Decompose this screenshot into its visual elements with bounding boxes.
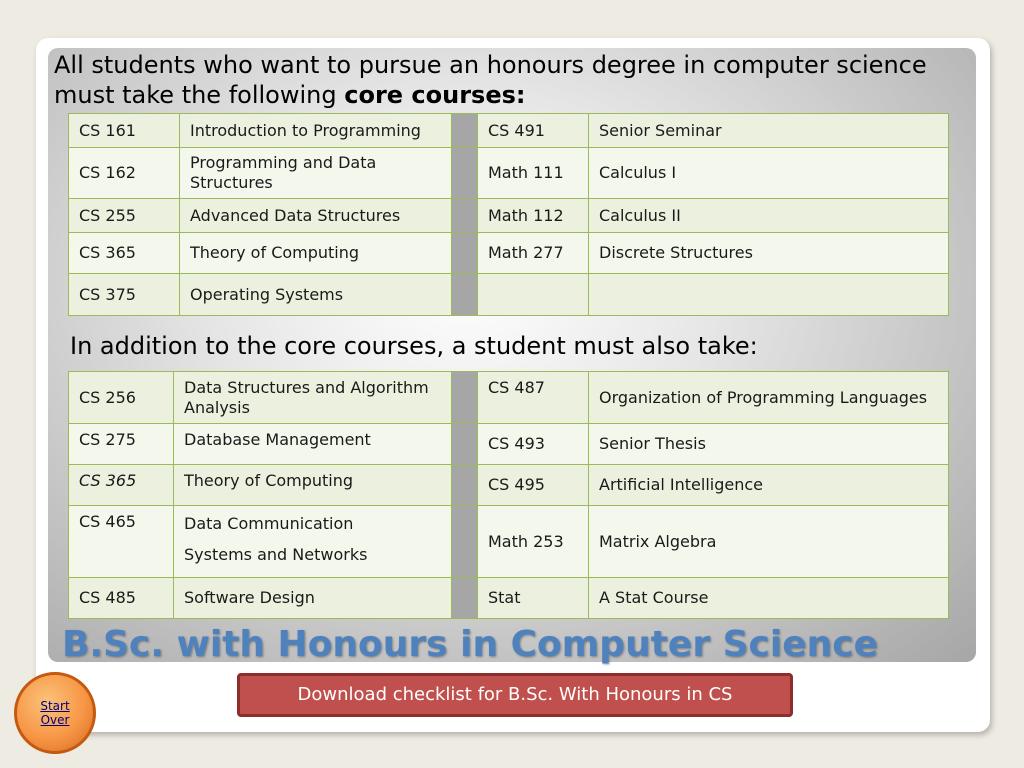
course-name: Calculus I (589, 148, 949, 199)
table-row (69, 372, 949, 424)
course-code: CS 495 (478, 465, 589, 506)
start-over-label[interactable]: Over (40, 713, 70, 727)
column-gap (452, 506, 478, 578)
course-name: Discrete Structures (589, 233, 949, 274)
course-code: CS 256 (69, 372, 174, 424)
column-gap (452, 114, 478, 148)
column-gap (452, 274, 478, 316)
table-row (69, 199, 949, 233)
start-over-label[interactable]: Start (40, 699, 70, 713)
table-row (69, 114, 949, 148)
course-code: Stat (478, 578, 589, 619)
course-code: CS 493 (478, 424, 589, 465)
table-row (69, 506, 949, 578)
additional-courses-table (68, 371, 949, 619)
course-code: CS 491 (478, 114, 589, 148)
course-name (589, 274, 949, 316)
core-courses-table (68, 113, 949, 316)
column-gap (452, 199, 478, 233)
course-name: A Stat Course (589, 578, 949, 619)
column-gap (452, 465, 478, 506)
download-checklist-button[interactable]: Download checklist for B.Sc. With Honours in CS (237, 673, 793, 717)
course-name: Introduction to Programming (180, 114, 452, 148)
course-code: Math 277 (478, 233, 589, 274)
course-name: Organization of Programming Languages (589, 372, 949, 424)
course-name: Artificial Intelligence (589, 465, 949, 506)
slide-title: B.Sc. with Honours in Computer Science (62, 624, 879, 665)
course-name: Operating Systems (180, 274, 452, 316)
course-code: CS 365 (69, 233, 180, 274)
course-code: CS 485 (69, 578, 174, 619)
course-name: Calculus II (589, 199, 949, 233)
column-gap (452, 578, 478, 619)
course-code: CS 255 (69, 199, 180, 233)
course-name: Theory of Computing (174, 465, 452, 506)
intro-text: All students who want to pursue an honours degree in computer science must take the following core courses: (54, 51, 927, 109)
course-code: CS 161 (69, 114, 180, 148)
course-name (174, 506, 452, 578)
additional-heading: In addition to the core courses, a student must also take: (70, 332, 758, 360)
table-row (69, 578, 949, 619)
course-code: CS 365 (69, 465, 174, 506)
start-over-button[interactable] (14, 672, 96, 754)
table-row (69, 465, 949, 506)
column-gap (452, 233, 478, 274)
course-code: Math 111 (478, 148, 589, 199)
course-code: CS 162 (69, 148, 180, 199)
course-name-line: Data Communication (184, 514, 354, 533)
course-name: Database Management (174, 424, 452, 465)
course-name: Advanced Data Structures (180, 199, 452, 233)
course-code: Math 253 (478, 506, 589, 578)
course-code: CS 375 (69, 274, 180, 316)
course-name: Senior Thesis (589, 424, 949, 465)
table-row (69, 274, 949, 316)
course-code: CS 465 (69, 506, 174, 578)
course-name-line: Systems and Networks (184, 545, 368, 564)
table-row (69, 148, 949, 199)
course-code: CS 275 (69, 424, 174, 465)
column-gap (452, 424, 478, 465)
course-code: Math 112 (478, 199, 589, 233)
column-gap (452, 148, 478, 199)
column-gap (452, 372, 478, 424)
course-name: Senior Seminar (589, 114, 949, 148)
course-name: Software Design (174, 578, 452, 619)
table-row (69, 424, 949, 465)
course-code: CS 487 (478, 372, 589, 424)
course-name: Programming and Data Structures (180, 148, 452, 199)
table-row (69, 233, 949, 274)
course-name: Theory of Computing (180, 233, 452, 274)
course-code (478, 274, 589, 316)
course-name: Matrix Algebra (589, 506, 949, 578)
course-name: Data Structures and Algorithm Analysis (174, 372, 452, 424)
